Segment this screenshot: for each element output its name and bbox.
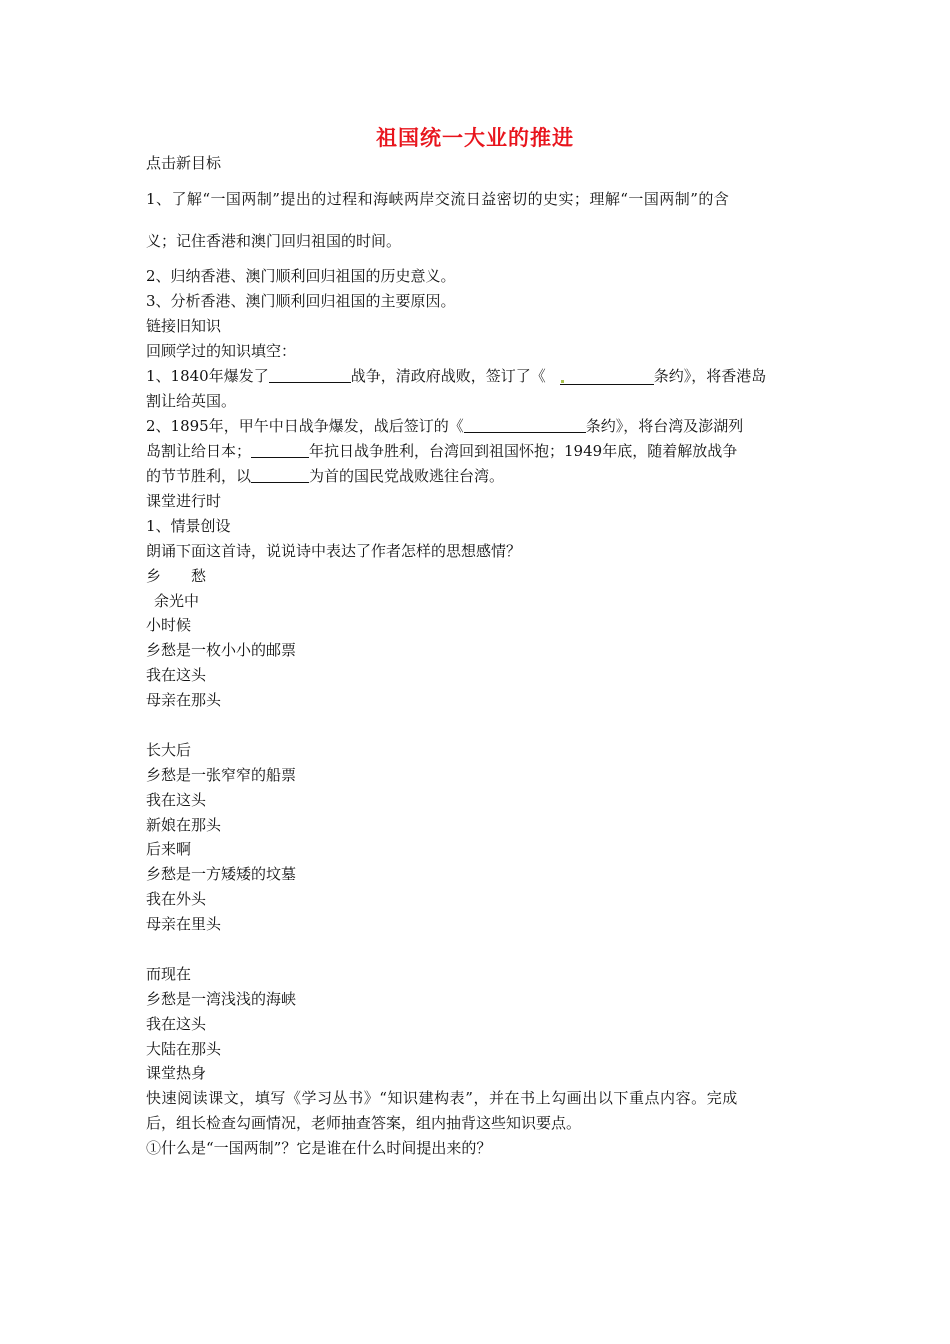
goal-2: 2、归纳香港、澳门顺利回归祖国的历史意义。 bbox=[146, 267, 456, 285]
fill-blank bbox=[269, 367, 351, 383]
scene-heading: 1、情景创设 bbox=[146, 517, 231, 535]
goal-1-line-2: 义；记住香港和澳门回归祖国的时间。 bbox=[146, 232, 402, 250]
poem-line: 母亲在那头 bbox=[146, 691, 222, 709]
review-prompt: 回顾学过的知识填空： bbox=[146, 342, 297, 360]
fill-blank bbox=[464, 417, 586, 433]
q2-text-c: 岛割让给日本； bbox=[146, 442, 252, 460]
q1-text-b: 战争，清政府战败，签订了《 bbox=[350, 367, 546, 385]
q1-text-c: 条约》，将香港岛 bbox=[653, 367, 767, 385]
poem-line: 大陆在那头 bbox=[146, 1040, 222, 1058]
poem-title: 乡 愁 bbox=[146, 567, 207, 585]
poem-line: 乡愁是一枚小小的邮票 bbox=[146, 641, 297, 659]
poem-line: 我在外头 bbox=[146, 890, 207, 908]
class-heading: 课堂进行时 bbox=[146, 492, 222, 510]
q1-text-d: 割让给英国。 bbox=[146, 392, 237, 410]
poem-line: 我在这头 bbox=[146, 666, 207, 684]
poem-line: 乡愁是一湾浅浅的海峡 bbox=[146, 990, 297, 1008]
fill-blank bbox=[251, 467, 309, 483]
ink-mark bbox=[561, 380, 564, 383]
review-question-2-line-3 bbox=[146, 465, 504, 486]
q2-text-e: 的节节胜利，以 bbox=[146, 467, 252, 485]
poem-line: 我在这头 bbox=[146, 791, 207, 809]
poem-line: 小时候 bbox=[146, 616, 192, 634]
goals-heading: 点击新目标 bbox=[146, 154, 222, 172]
review-question-2 bbox=[146, 415, 743, 436]
q2-text-f: 为首的国民党战败逃往台湾。 bbox=[309, 467, 505, 485]
question-one-country: ①什么是“一国两制”？它是谁在什么时间提出来的？ bbox=[146, 1139, 492, 1157]
review-question-1 bbox=[146, 365, 766, 386]
review-heading: 链接旧知识 bbox=[146, 317, 222, 335]
warmup-text-2: 后，组长检查勾画情况，老师抽查答案，组内抽背这些知识要点。 bbox=[146, 1114, 582, 1132]
fill-blank bbox=[251, 442, 309, 458]
poem-line: 新娘在那头 bbox=[146, 816, 222, 834]
q2-text-a: 2、1895年，甲午中日战争爆发，战后签订的《 bbox=[146, 417, 464, 435]
goal-3: 3、分析香港、澳门顺利回归祖国的主要原因。 bbox=[146, 292, 456, 310]
poem-line: 乡愁是一张窄窄的船票 bbox=[146, 766, 297, 784]
poem-prompt: 朗诵下面这首诗，说说诗中表达了作者怎样的思想感情？ bbox=[146, 542, 522, 560]
poem-author: 余光中 bbox=[154, 592, 200, 610]
warmup-heading: 课堂热身 bbox=[146, 1064, 207, 1082]
q2-text-b: 条约》，将台湾及澎湖列 bbox=[585, 417, 744, 435]
poem-line: 长大后 bbox=[146, 741, 192, 759]
page-title: 祖国统一大业的推进 bbox=[376, 126, 574, 150]
poem-line: 后来啊 bbox=[146, 840, 192, 858]
goal-1-line-1: 1、了解“一国两制”提出的过程和海峡两岸交流日益密切的史实；理解“一国两制”的含 bbox=[146, 190, 730, 208]
q1-text-a: 1、1840年爆发了 bbox=[146, 367, 269, 385]
poem-line: 而现在 bbox=[146, 965, 192, 983]
poem-line: 乡愁是一方矮矮的坟墓 bbox=[146, 865, 297, 883]
fill-blank bbox=[560, 369, 654, 385]
warmup-text-1: 快速阅读课文，填写《学习丛书》“知识建构表”，并在书上勾画出以下重点内容。完成 bbox=[146, 1089, 738, 1107]
poem-line: 母亲在里头 bbox=[146, 915, 222, 933]
poem-line: 我在这头 bbox=[146, 1015, 207, 1033]
q2-text-d: 年抗日战争胜利，台湾回到祖国怀抱；1949年底，随着解放战争 bbox=[309, 442, 738, 460]
review-question-2-line-2 bbox=[146, 440, 737, 461]
